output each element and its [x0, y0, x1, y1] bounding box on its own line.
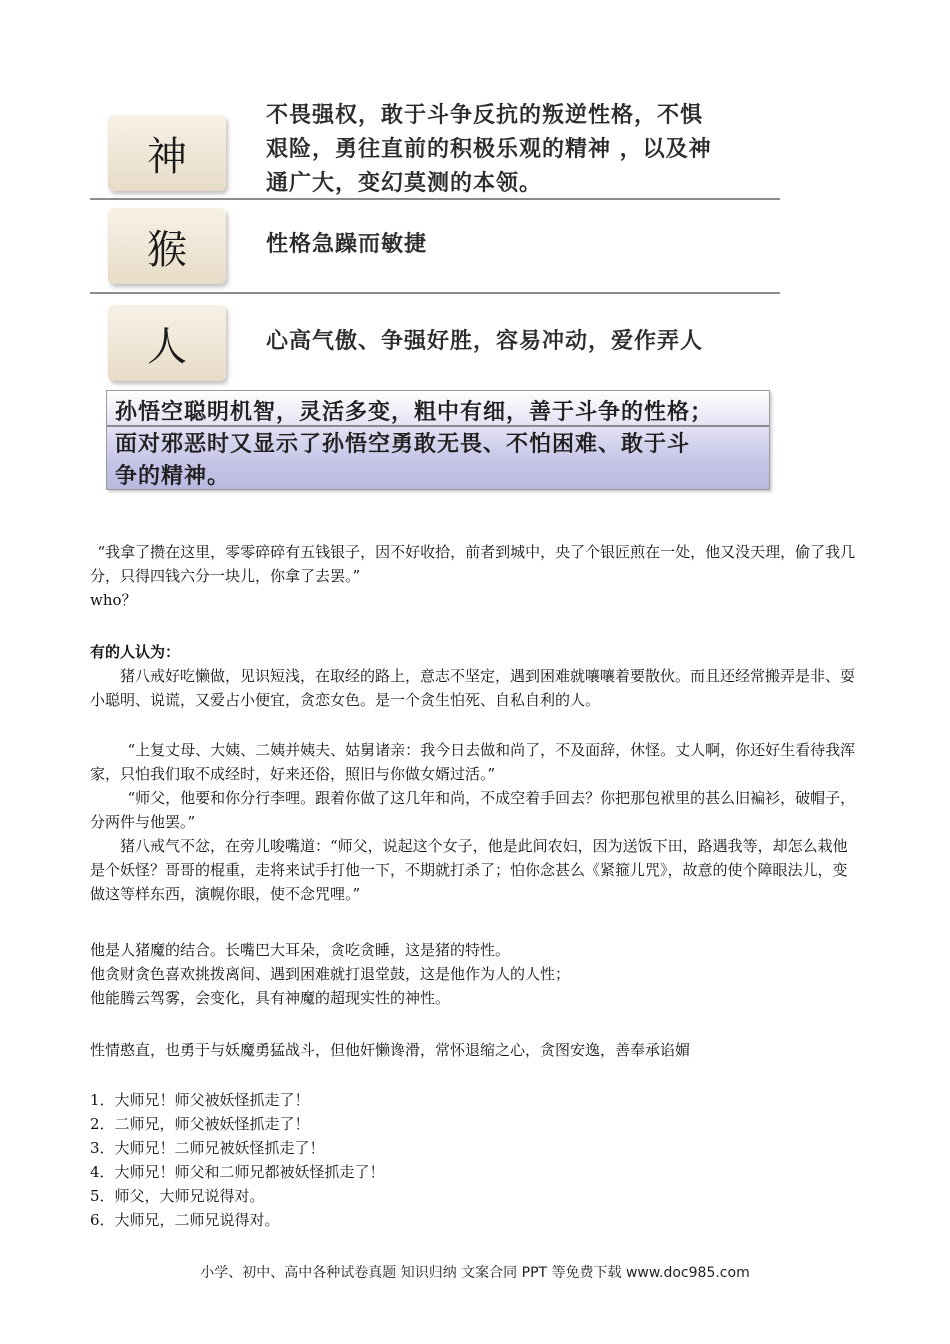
- who-question: who？: [90, 591, 137, 609]
- quote-text: “上复丈母、大姨、二姨并姨夫、姑舅诸亲：我今日去做和尚了，不及面辞，休怪。丈人啊，你还好生看待我浑家，只怕我们取不成经时，好来还俗，照旧与你做女婿过活。”: [90, 741, 856, 783]
- bajie-quotes: [90, 738, 860, 906]
- char-tile: 神: [108, 115, 226, 191]
- divider: [107, 425, 769, 427]
- list-item: 1．大师兄！师父被妖怪抓走了！: [90, 1091, 310, 1109]
- char-tile: 猴: [108, 208, 226, 284]
- figure-row-hou: [90, 200, 780, 295]
- row-description: [266, 325, 776, 359]
- footer: 小学、初中、高中各种试卷真题 知识归纳 文案合同 PPT 等免费下载 www.doc985.com: [200, 1265, 750, 1281]
- summary-line: 争的精神。: [115, 464, 231, 489]
- desc-line: 不畏强权，敢于斗争反抗的叛逆性格，不惧: [266, 103, 704, 128]
- row-description: [266, 99, 776, 201]
- bajie-section: [90, 640, 860, 712]
- quote-text: “我拿了攒在这里，零零碎碎有五钱银子，因不好收拾，前者到城中，央了个银匠煎在一处，他又没天理，偷了我几分，只得四钱六分一块儿，你拿了去罢。”: [90, 543, 856, 585]
- divider: [90, 292, 780, 294]
- desc-line: 通广大，变幻莫测的本领。: [266, 171, 543, 196]
- quote-text: “师父，他要和你分行李哩。跟着你做了这几年和尚，不成空着手回去？你把那包袱里的甚么旧褊衫，破帽子，分两件与他罢。”: [90, 789, 856, 831]
- desc-line: 性格急躁而敏捷: [266, 232, 428, 257]
- list-item: 2．二师兄，师父被妖怪抓走了！: [90, 1115, 310, 1133]
- traits-section: [90, 938, 860, 1010]
- paragraph: 性情憨直，也勇于与妖魔勇猛战斗，但他奸懒谗滑，常怀退缩之心，贪图安逸，善奉承谄媚: [90, 1041, 691, 1059]
- desc-line: 心高气傲、争强好胜，容易冲动，爱作弄人: [266, 329, 704, 354]
- quote-list: [90, 1088, 860, 1232]
- paragraph: 猪八戒好吃懒做，见识短浅，在取经的路上，意志不坚定，遇到困难就嚷嚷着要散伙。而且还经常搬弄是非、耍小聪明、说谎，又爱占小便宜，贪恋女色。是一个贪生怕死、自私自利的人。: [90, 667, 856, 709]
- trait-line: 他是人猪魔的结合。长嘴巴大耳朵，贪吃贪睡，这是猪的特性。: [90, 941, 511, 959]
- char-tile: 人: [108, 305, 226, 381]
- summary-box: [106, 390, 770, 490]
- list-item: 6．大师兄，二师兄说得对。: [90, 1211, 280, 1229]
- summary-line: 孙悟空聪明机智，灵活多变，粗中有细，善于斗争的性格；: [115, 400, 714, 425]
- figure-row-ren: [90, 295, 780, 390]
- list-item: 4．大师兄！师父和二师兄都被妖怪抓走了！: [90, 1163, 385, 1181]
- list-item: 3．大师兄！二师兄被妖怪抓走了！: [90, 1139, 325, 1157]
- quote-wukong: [90, 540, 860, 612]
- section-heading: 有的人认为：: [90, 643, 181, 661]
- character-summary: [90, 1038, 860, 1062]
- trait-line: 他贪财贪色喜欢挑拨离间、遇到困难就打退堂鼓，这是他作为人的人性；: [90, 965, 571, 983]
- row-description: [266, 228, 776, 262]
- list-item: 5．师父，大师兄说得对。: [90, 1187, 265, 1205]
- character-figure: [90, 95, 780, 495]
- summary-line: 面对邪恶时又显示了孙悟空勇敢无畏、不怕困难、敢于斗: [115, 432, 691, 457]
- figure-row-shen: [90, 95, 780, 200]
- desc-line: 艰险，勇往直前的积极乐观的精神 ，以及神: [266, 137, 712, 162]
- trait-line: 他能腾云驾雾，会变化，具有神魔的超现实性的神性。: [90, 989, 451, 1007]
- quote-text: 猪八戒气不忿，在旁儿唆嘴道：“师父，说起这个女子，他是此间农妇，因为送饭下田，路遇我等，却怎么栽他是个妖怪？哥哥的棍重，走将来试手打他一下，不期就打杀了；怕你念甚么《紧箍儿咒》，故意的使个障眼法儿，变做这等样东西，演幌你眼，使不念咒哩。”: [90, 837, 848, 903]
